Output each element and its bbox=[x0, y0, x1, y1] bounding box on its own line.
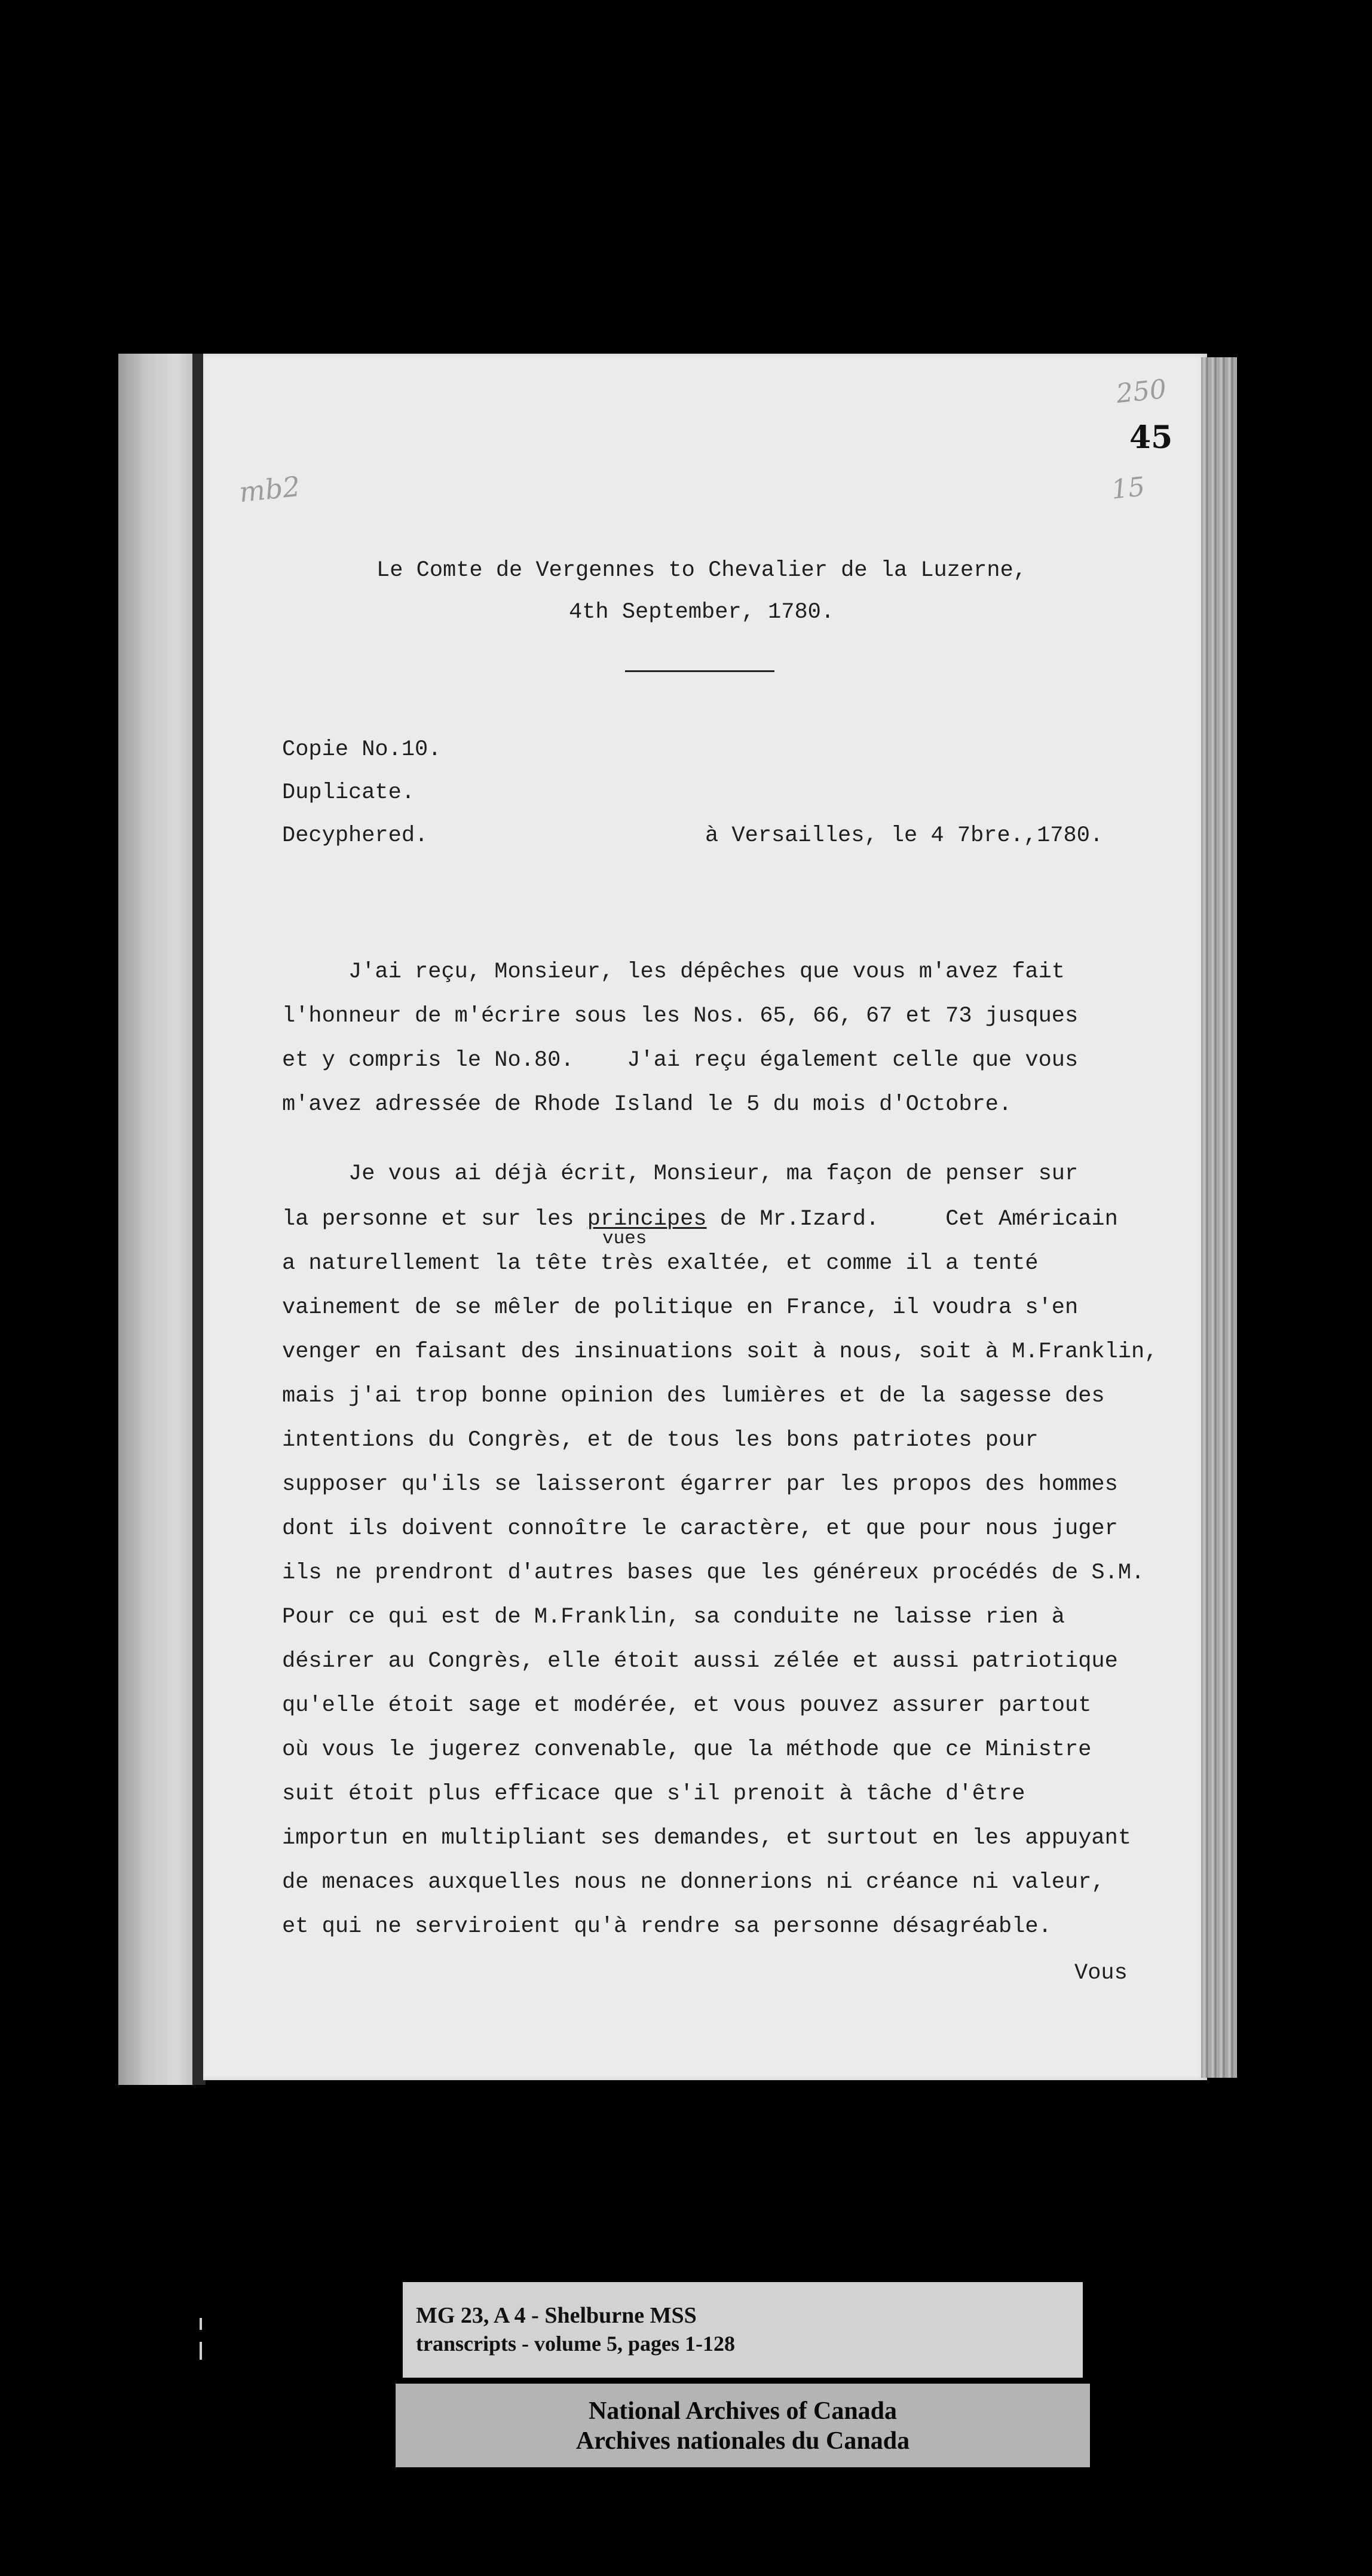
film-mark-1 bbox=[200, 2318, 202, 2330]
pencil-folio-top: 250 bbox=[1114, 373, 1168, 410]
paragraph-1-line-1: J'ai reçu, Monsieur, les dépêches que vous m'avez fait bbox=[282, 959, 1065, 985]
catchword: Vous bbox=[1074, 1961, 1128, 1986]
paragraph-1-line-3: et y compris le No.80. J'ai reçu également celle que vous bbox=[282, 1048, 1079, 1073]
decyphered-note: Decyphered. bbox=[282, 823, 428, 848]
folio-number: 45 bbox=[1129, 419, 1173, 456]
paragraph-2-line-18: et qui ne serviroient qu'à rendre sa personne désagréable. bbox=[282, 1914, 1052, 1939]
paragraph-2-line-17: de menaces auxquelles nous ne donnerions ni créance ni valeur, bbox=[282, 1870, 1105, 1895]
letter-date: 4th September, 1780. bbox=[569, 600, 835, 625]
title-separator bbox=[625, 670, 774, 672]
document-page bbox=[203, 354, 1207, 2080]
film-mark-2 bbox=[200, 2342, 202, 2360]
duplicate-note: Duplicate. bbox=[282, 780, 415, 805]
paragraph-2-line-3: a naturellement la tête très exaltée, et comme il a tenté bbox=[282, 1251, 1039, 1276]
paragraph-2-line-15: suit étoit plus efficace que s'il prenoit à tâche d'être bbox=[282, 1781, 1025, 1807]
paragraph-2-line-1: Je vous ai déjà écrit, Monsieur, ma façon de penser sur bbox=[282, 1161, 1079, 1186]
collection-label bbox=[403, 2282, 1083, 2378]
collection-label-line-2: transcripts - volume 5, pages 1-128 bbox=[416, 2332, 735, 2356]
line-2-part-a: la personne et sur les bbox=[282, 1207, 587, 1232]
archive-label-french: Archives nationales du Canada bbox=[575, 2427, 910, 2455]
archive-label-english: National Archives of Canada bbox=[588, 2397, 898, 2425]
paragraph-2-line-4: vainement de se mêler de politique en France, il voudra s'en bbox=[282, 1295, 1079, 1320]
paragraph-2-line-12: désirer au Congrès, elle étoit aussi zélée et aussi patriotique bbox=[282, 1649, 1118, 1674]
paragraph-2-line-6: mais j'ai trop bonne opinion des lumières et de la sagesse des bbox=[282, 1384, 1105, 1409]
stacked-page-edges bbox=[1201, 357, 1237, 2078]
place-and-date: à Versailles, le 4 7bre.,1780. bbox=[705, 823, 1104, 848]
paragraph-2-line-16: importun en multipliant ses demandes, et surtout en les appuyant bbox=[282, 1826, 1132, 1851]
paragraph-2-line-11: Pour ce qui est de M.Franklin, sa conduite ne laisse rien à bbox=[282, 1605, 1065, 1630]
struck-word: principes bbox=[587, 1207, 707, 1232]
paragraph-2-line-5: venger en faisant des insinuations soit à nous, soit à M.Franklin, bbox=[282, 1339, 1158, 1364]
letter-title: Le Comte de Vergennes to Chevalier de la Luzerne, bbox=[376, 558, 1027, 583]
paragraph-2-line-10: ils ne prendront d'autres bases que les généreux procédés de S.M. bbox=[282, 1560, 1145, 1586]
paragraph-2-line-2 bbox=[282, 1207, 1118, 1232]
paragraph-2-line-8: supposer qu'ils se laisseront égarrer par les propos des hommes bbox=[282, 1472, 1118, 1497]
paragraph-2-line-7: intentions du Congrès, et de tous les bons patriotes pour bbox=[282, 1428, 1039, 1453]
archive-label bbox=[396, 2384, 1090, 2467]
paragraph-1-line-4: m'avez adressée de Rhode Island le 5 du mois d'Octobre. bbox=[282, 1092, 1012, 1117]
pencil-folio-side: 15 bbox=[1110, 471, 1147, 505]
back-leaf bbox=[118, 354, 202, 2085]
paragraph-1-line-2: l'honneur de m'écrire sous les Nos. 65, 66, 67 et 73 jusques bbox=[282, 1004, 1079, 1029]
copy-number: Copie No.10. bbox=[282, 737, 442, 762]
paragraph-2-line-13: qu'elle étoit sage et modérée, et vous pouvez assurer partout bbox=[282, 1693, 1092, 1718]
interlinear-correction: vues bbox=[602, 1228, 647, 1249]
collection-label-line-1: MG 23, A 4 - Shelburne MSS bbox=[416, 2303, 697, 2328]
paragraph-2-line-14: où vous le jugerez convenable, que la méthode que ce Ministre bbox=[282, 1737, 1092, 1762]
pencil-reference: mb2 bbox=[237, 470, 302, 509]
line-2-part-b: de Mr.Izard. Cet Américain bbox=[706, 1207, 1118, 1232]
paragraph-2-line-9: dont ils doivent connoître le caractère, et que pour nous juger bbox=[282, 1516, 1118, 1541]
